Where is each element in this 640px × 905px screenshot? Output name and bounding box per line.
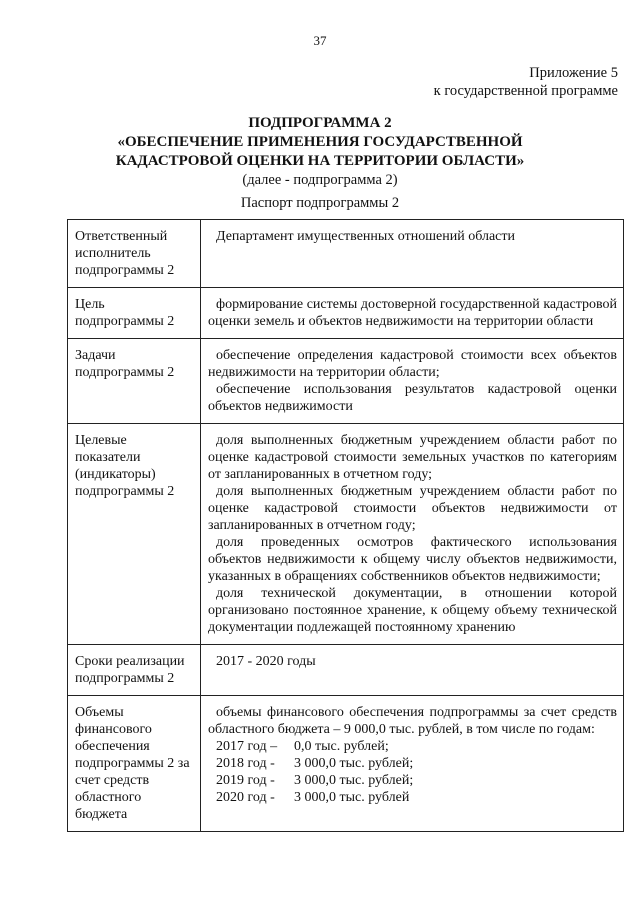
- funding-amount: 0,0 тыс. рублей;: [294, 739, 389, 754]
- title-subtitle: (далее - подпрограмма 2): [242, 172, 398, 188]
- funding-year: 2017 год –: [216, 739, 278, 754]
- row-label: Целевые показатели (индикаторы) подпрограммы 2: [68, 424, 201, 645]
- funding-intro: объемы финансового обеспечения подпрограммы за счет средств областного бюджета – 9 000,0 тыс. рублей, в том числе по годам:: [208, 705, 617, 737]
- row-paragraph: доля технической документации, в отношении которой организовано постоянное хранение, к общему объему технической документации подлежащей постоянному хранению: [208, 586, 617, 635]
- row-paragraph: доля выполненных бюджетным учреждением области работ по оценке кадастровой стоимости земельных участков по категориям от запланированных в отчетном году;: [208, 433, 617, 482]
- funding-value: [201, 696, 624, 832]
- row-value: [201, 645, 624, 696]
- funding-label: Объемы финансового обеспечения подпрограммы 2 за счет средств областного бюджета: [68, 696, 201, 832]
- funding-year-row: [208, 772, 617, 789]
- table-row: [68, 645, 624, 696]
- row-paragraph: доля выполненных бюджетным учреждением области работ по оценке кадастровой стоимости объектов недвижимости от запланированных в отчетном году;: [208, 484, 617, 533]
- title-line-1: ПОДПРОГРАММА 2: [248, 115, 392, 131]
- document-title: [0, 114, 640, 189]
- row-value: [201, 220, 624, 288]
- appendix-line-2: к государственной программе: [433, 83, 618, 99]
- funding-year: 2020 год -: [216, 790, 275, 805]
- table-row: [68, 339, 624, 424]
- table-row: [68, 288, 624, 339]
- funding-amount: 3 000,0 тыс. рублей;: [294, 756, 414, 771]
- funding-amount: 3 000,0 тыс. рублей: [294, 790, 410, 805]
- funding-year-row: [208, 789, 617, 806]
- table-row: [68, 696, 624, 832]
- funding-year-row: [208, 755, 617, 772]
- table-row: [68, 424, 624, 645]
- row-value: [201, 288, 624, 339]
- passport-table: [67, 219, 624, 832]
- title-line-2: «ОБЕСПЕЧЕНИЕ ПРИМЕНЕНИЯ ГОСУДАРСТВЕННОЙ: [117, 134, 523, 150]
- funding-year: 2018 год -: [216, 756, 275, 771]
- row-paragraph: формирование системы достоверной государственной кадастровой оценки земель и объектов недвижимости на территории области: [208, 297, 617, 329]
- appendix-note: [434, 64, 618, 100]
- row-value: [201, 339, 624, 424]
- row-paragraph: Департамент имущественных отношений области: [216, 229, 515, 244]
- passport-title: Паспорт подпрограммы 2: [240, 195, 400, 211]
- page-number: 37: [313, 33, 327, 48]
- appendix-line-1: Приложение 5: [529, 65, 618, 81]
- row-paragraph: обеспечение использования результатов кадастровой оценки объектов недвижимости: [208, 382, 617, 414]
- funding-year: 2019 год -: [216, 773, 275, 788]
- row-paragraph: доля проведенных осмотров фактического использования объектов недвижимости к общему числу объектов недвижимости, указанных в обращениях собственников объектов недвижимости;: [208, 535, 617, 584]
- funding-amount: 3 000,0 тыс. рублей;: [294, 773, 414, 788]
- row-label: Цель подпрограммы 2: [68, 288, 201, 339]
- row-value: [201, 424, 624, 645]
- funding-year-row: [208, 738, 617, 755]
- title-line-3: КАДАСТРОВОЙ ОЦЕНКИ НА ТЕРРИТОРИИ ОБЛАСТИ»: [115, 153, 525, 169]
- row-label: Ответственный исполнитель подпрограммы 2: [68, 220, 201, 288]
- row-paragraph: 2017 - 2020 годы: [216, 654, 316, 669]
- row-label: Сроки реализации подпрограммы 2: [68, 645, 201, 696]
- row-paragraph: обеспечение определения кадастровой стоимости всех объектов недвижимости на территории области;: [208, 348, 617, 380]
- table-row: [68, 220, 624, 288]
- row-label: Задачи подпрограммы 2: [68, 339, 201, 424]
